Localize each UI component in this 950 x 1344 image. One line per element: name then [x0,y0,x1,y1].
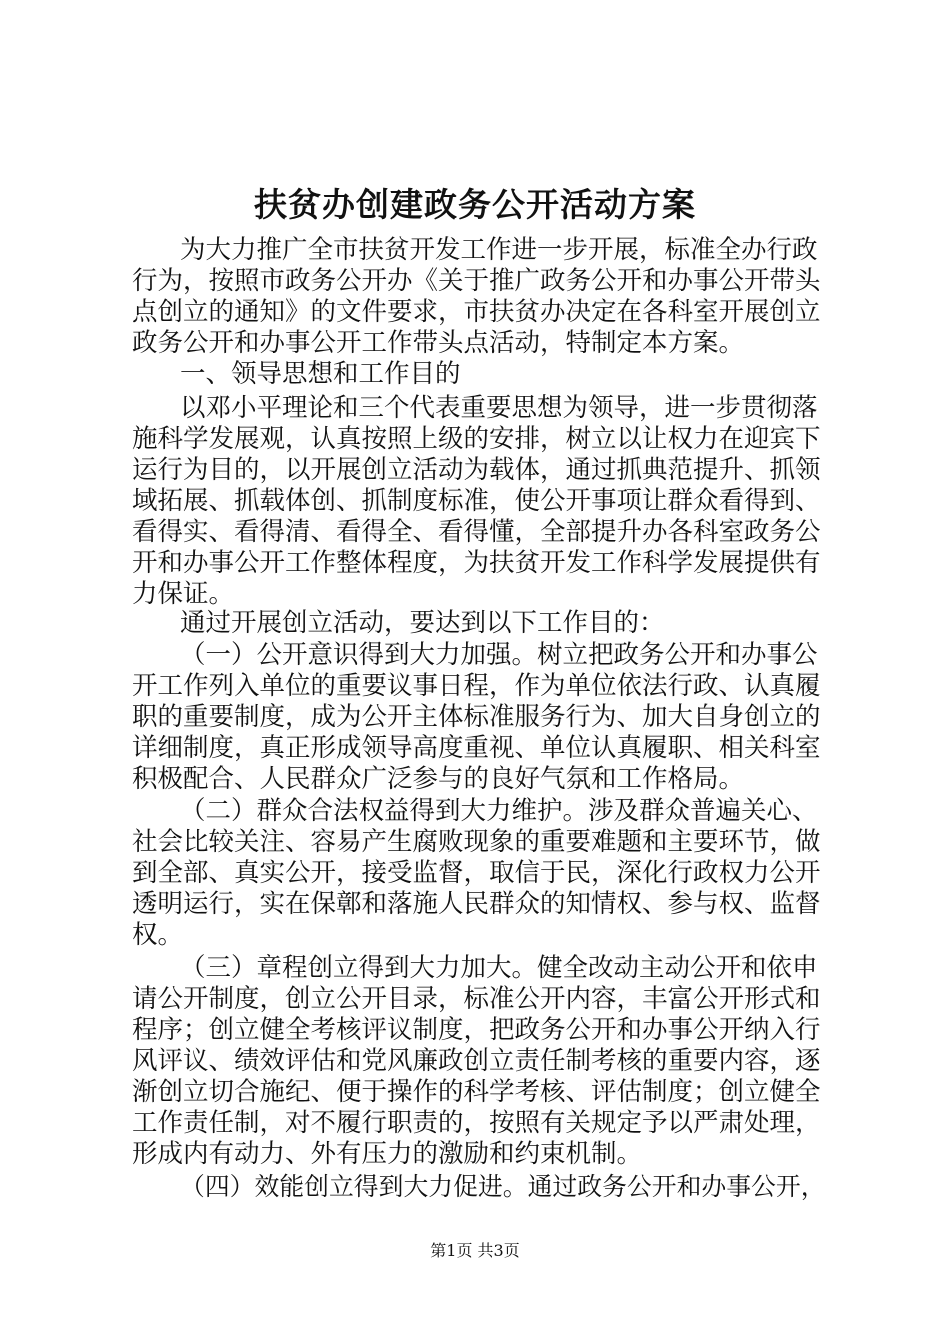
body-line: 形成内有动力、外有压力的激励和约束机制。 [132,1139,643,1169]
body-line: 权。 [132,920,184,950]
body-line: 详细制度，真正形成领导高度重视、单位认真履职、相关科室 [132,733,821,763]
body-line: 渐创立切合施纪、便于操作的科学考核、评估制度；创立健全 [132,1077,821,1107]
body-line: 为大力推广全市扶贫开发工作进一步开展，标准全办行政 [180,235,818,265]
body-line: 施科学发展观，认真按照上级的安排，树立以让权力在迎宾下 [132,424,821,454]
body-line: 通过开展创立活动，要达到以下工作目的： [180,608,665,638]
body-line: 社会比较关注、容易产生腐败现象的重要难题和主要环节，做 [132,827,821,857]
body-line: 看得实、看得清、看得全、看得懂，全部提升办各科室政务公 [132,517,821,547]
body-line: （四）效能创立得到大力促进。通过政务公开和办事公开， [180,1172,826,1201]
body-line: 点创立的通知》的文件要求，市扶贫办决定在各科室开展创立 [132,297,821,327]
body-line: 到全部、真实公开，接受监督，取信于民，深化行政权力公开 [132,858,821,888]
body-line: （三）章程创立得到大力加大。健全改动主动公开和依申 [180,953,818,983]
section-heading: 一、领导思想和工作目的 [180,359,461,389]
body-line: 行为，按照市政务公开办《关于推广政务公开和办事公开带头 [132,266,821,296]
body-line: 运行为目的，以开展创立活动为载体，通过抓典范提升、抓领 [132,455,821,485]
body-line: 域拓展、抓载体创、抓制度标准，使公开事项让群众看得到、 [132,486,821,516]
body-line: 职的重要制度，成为公开主体标准服务行为、加大自身创立的 [132,702,821,732]
body-line: 积极配合、人民群众广泛参与的良好气氛和工作格局。 [132,764,745,794]
body-line: 透明运行，实在保鄣和落施人民群众的知情权、参与权、监督 [132,889,821,919]
body-line: （一）公开意识得到大力加强。树立把政务公开和办事公 [180,640,818,670]
body-line: 程序；创立健全考核评议制度，把政务公开和办事公开纳入行 [132,1015,821,1045]
body-line: 以邓小平理论和三个代表重要思想为领导，进一步贯彻落 [180,393,818,423]
body-line: 请公开制度，创立公开目录，标准公开内容，丰富公开形式和 [132,984,821,1014]
body-line: （二）群众合法权益得到大力维护。涉及群众普遍关心、 [180,796,818,826]
page-number-footer: 第1页 共3页 [430,1241,520,1260]
body-line: 开工作列入单位的重要议事日程，作为单位依法行政、认真履 [132,671,821,701]
body-line: 工作责任制，对不履行职责的，按照有关规定予以严肃处理， [132,1108,821,1138]
document-title: 扶贫办创建政务公开活动方案 [254,185,696,224]
body-line: 政务公开和办事公开工作带头点活动，特制定本方案。 [132,328,745,358]
body-line: 开和办事公开工作整体程度，为扶贫开发工作科学发展提供有 [132,548,821,578]
body-line: 风评议、绩效评估和党风廉政创立责任制考核的重要内容，逐 [132,1046,821,1076]
body-line: 力保证。 [132,579,235,609]
